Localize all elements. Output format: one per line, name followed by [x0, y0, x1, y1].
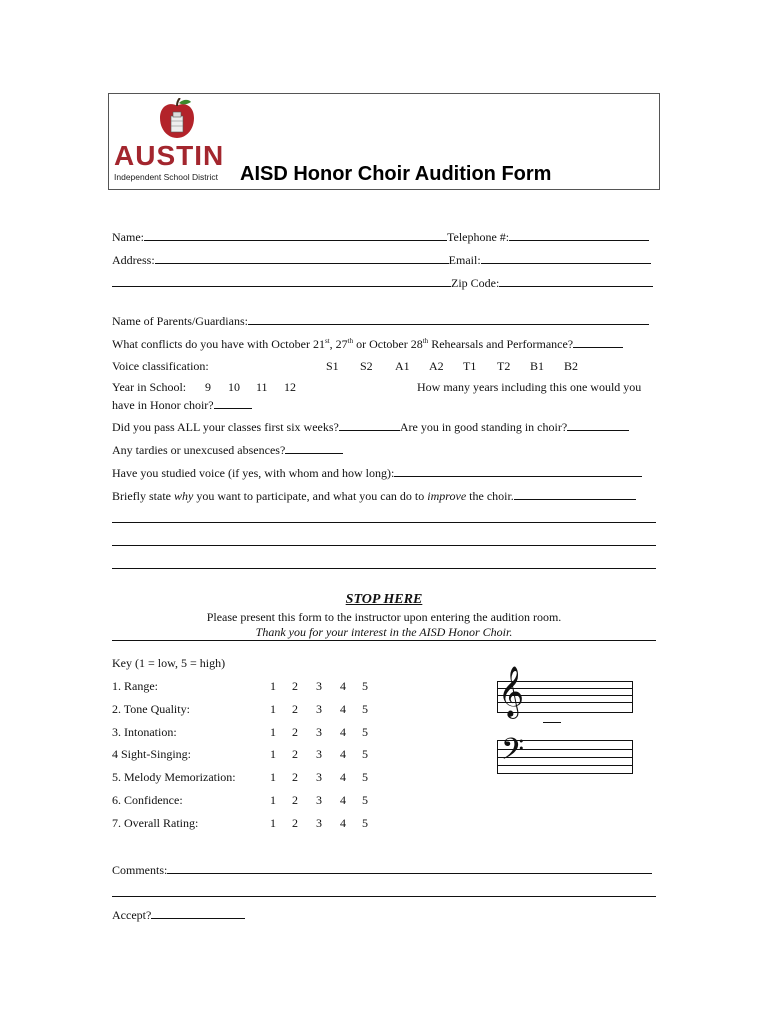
parents-label: Name of Parents/Guardians:	[112, 314, 248, 328]
logo-subtitle: Independent School District	[114, 172, 218, 182]
pass-classes-label: Did you pass ALL your classes first six weeks?	[112, 420, 339, 434]
rating-option-2[interactable]: 2	[292, 815, 298, 830]
stop-thanks: Thank you for your interest in the AISD Honor Choir.	[255, 625, 513, 639]
years-honor-row	[112, 397, 252, 413]
zip-row	[112, 275, 653, 291]
rating-option-4[interactable]: 4	[340, 679, 346, 693]
rating-criterion: 1. Range:	[112, 679, 158, 693]
years-honor-field[interactable]	[214, 397, 252, 409]
rating-option-1[interactable]: 1	[270, 770, 276, 785]
pass-row	[112, 419, 629, 435]
rating-option-1[interactable]: 1	[270, 747, 276, 762]
rating-key: Key (1 = low, 5 = high)	[112, 656, 226, 670]
conflicts-label-b: , 27	[329, 337, 348, 351]
voice-option-t1[interactable]: T1	[463, 359, 477, 373]
accept-field[interactable]	[151, 907, 245, 919]
answer-line-3[interactable]	[112, 568, 656, 569]
conflicts-sup-3: th	[422, 337, 429, 345]
rating-option-1[interactable]: 1	[270, 724, 276, 739]
rating-option-2[interactable]: 2	[292, 679, 298, 693]
answer-line-1[interactable]	[112, 522, 656, 523]
years-honor-label-a: How many years including this one would you	[417, 380, 642, 394]
bass-clef-icon: 𝄢	[501, 733, 525, 774]
rating-option-5[interactable]: 5	[362, 793, 368, 807]
rating-criterion: 2. Tone Quality:	[112, 701, 190, 716]
address-field[interactable]	[155, 252, 449, 264]
good-standing-label: Are you in good standing in choir?	[399, 420, 568, 434]
name-row	[112, 229, 649, 245]
studied-voice-row	[112, 465, 642, 481]
rating-option-5[interactable]: 5	[362, 747, 368, 762]
telephone-label: Telephone #:	[447, 230, 510, 244]
tardies-field[interactable]	[285, 442, 343, 454]
voice-classification-label: Voice classification:	[112, 359, 209, 373]
rating-option-2[interactable]: 2	[292, 793, 298, 807]
rating-option-4[interactable]: 4	[340, 815, 346, 830]
bass-staff-edge	[632, 740, 633, 773]
conflicts-sup-1: st	[324, 337, 330, 345]
rating-criterion: 7. Overall Rating:	[112, 815, 199, 830]
conflicts-label-a: What conflicts do you have with October 21	[112, 337, 325, 351]
rating-option-3[interactable]: 3	[316, 724, 322, 739]
page-title: AISD Honor Choir Audition Form	[240, 163, 552, 185]
rating-option-5[interactable]: 5	[362, 701, 368, 716]
rating-option-4[interactable]: 4	[340, 747, 346, 762]
studied-voice-label: Have you studied voice (if yes, with whom and how long):	[112, 466, 395, 480]
comments-label: Comments:	[112, 863, 168, 877]
tardies-row	[112, 442, 343, 458]
address-label: Address:	[112, 253, 155, 267]
name-label: Name:	[112, 230, 144, 244]
email-field[interactable]	[481, 252, 651, 264]
rating-criterion: 3. Intonation:	[112, 724, 177, 739]
rating-option-5[interactable]: 5	[362, 815, 368, 830]
briefly-field[interactable]	[514, 488, 636, 500]
rating-option-4[interactable]: 4	[340, 724, 346, 739]
rating-option-1[interactable]: 1	[270, 815, 276, 830]
rating-option-1[interactable]: 1	[270, 793, 276, 807]
zip-field[interactable]	[499, 275, 653, 287]
conflicts-label-c: or October 28	[353, 337, 423, 351]
conflicts-sup-2: th	[347, 337, 354, 345]
voice-option-b2[interactable]: B2	[564, 359, 579, 373]
zip-label: Zip Code:	[451, 276, 500, 290]
email-label: Email:	[448, 253, 481, 267]
rating-criterion: 5. Melody Memorization:	[112, 770, 236, 785]
briefly-label-c: the choir.	[466, 489, 514, 503]
briefly-label-b: you want to participate, and what you can do to	[193, 489, 428, 503]
rating-option-3[interactable]: 3	[316, 793, 322, 807]
rating-option-4[interactable]: 4	[340, 793, 346, 807]
briefly-why: why	[173, 489, 194, 503]
ledger-line	[543, 722, 561, 723]
rating-option-1[interactable]: 1	[270, 679, 276, 693]
comments-row	[112, 862, 652, 878]
rating-criterion: 4 Sight-Singing:	[112, 747, 192, 762]
rating-option-3[interactable]: 3	[316, 770, 322, 785]
comments-field[interactable]	[167, 862, 652, 874]
logo-word: AUSTIN	[114, 140, 225, 171]
rating-option-4[interactable]: 4	[340, 770, 346, 785]
rating-option-1[interactable]: 1	[270, 701, 276, 716]
bass-staff-edge	[497, 740, 498, 773]
name-field[interactable]	[144, 229, 447, 241]
year-label: Year in School:	[112, 380, 187, 394]
rating-option-5[interactable]: 5	[362, 770, 368, 785]
year-option-11[interactable]: 11	[256, 380, 268, 394]
rating-option-4[interactable]: 4	[340, 701, 346, 716]
voice-option-b1[interactable]: B1	[530, 359, 545, 373]
accept-row	[112, 907, 245, 923]
briefly-improve: improve	[427, 489, 467, 503]
conflicts-label-d: Rehearsals and Performance?	[428, 337, 574, 351]
year-option-10[interactable]: 10	[228, 380, 240, 394]
address-row	[112, 252, 651, 268]
parents-row	[112, 313, 649, 329]
briefly-label-a: Briefly state	[112, 489, 174, 503]
address-line2-field[interactable]	[112, 275, 451, 287]
conflicts-row	[112, 336, 623, 352]
voice-option-a2[interactable]: A2	[429, 359, 444, 373]
studied-voice-field[interactable]	[394, 465, 642, 477]
year-option-9[interactable]: 9	[205, 380, 211, 394]
rating-option-2[interactable]: 2	[292, 724, 298, 739]
stop-instruction: Please present this form to the instructor upon entering the audition room.	[206, 610, 562, 624]
comments-line-2[interactable]	[112, 896, 656, 897]
answer-line-2[interactable]	[112, 545, 656, 546]
tardies-label: Any tardies or unexcused absences?	[112, 443, 286, 457]
rating-option-3[interactable]: 3	[316, 701, 322, 716]
voice-option-s2[interactable]: S2	[360, 359, 373, 373]
stop-here-heading: STOP HERE	[345, 592, 423, 607]
years-honor-label-b: have in Honor choir?	[112, 398, 214, 412]
pass-classes-field[interactable]	[339, 419, 400, 431]
telephone-field[interactable]	[509, 229, 649, 241]
treble-staff-edge	[632, 681, 633, 712]
briefly-row	[112, 488, 636, 504]
rating-option-5[interactable]: 5	[362, 724, 368, 739]
conflicts-field[interactable]	[573, 336, 623, 348]
voice-option-a1[interactable]: A1	[395, 359, 410, 373]
accept-label: Accept?	[112, 908, 152, 922]
rating-option-2[interactable]: 2	[292, 747, 298, 762]
rating-option-2[interactable]: 2	[292, 701, 298, 716]
year-option-12[interactable]: 12	[284, 380, 296, 394]
rating-option-3[interactable]: 3	[316, 679, 322, 693]
voice-option-s1[interactable]: S1	[326, 359, 339, 373]
section-divider	[112, 640, 656, 641]
rating-option-5[interactable]: 5	[362, 679, 368, 693]
voice-option-t2[interactable]: T2	[497, 359, 511, 373]
rating-criterion: 6. Confidence:	[112, 793, 183, 807]
rating-option-3[interactable]: 3	[316, 815, 322, 830]
rating-option-2[interactable]: 2	[292, 770, 298, 785]
treble-clef-icon: 𝄞	[498, 666, 525, 717]
apple-logo-icon	[156, 98, 198, 142]
parents-field[interactable]	[248, 313, 649, 325]
good-standing-field[interactable]	[567, 419, 629, 431]
rating-option-3[interactable]: 3	[316, 747, 322, 762]
